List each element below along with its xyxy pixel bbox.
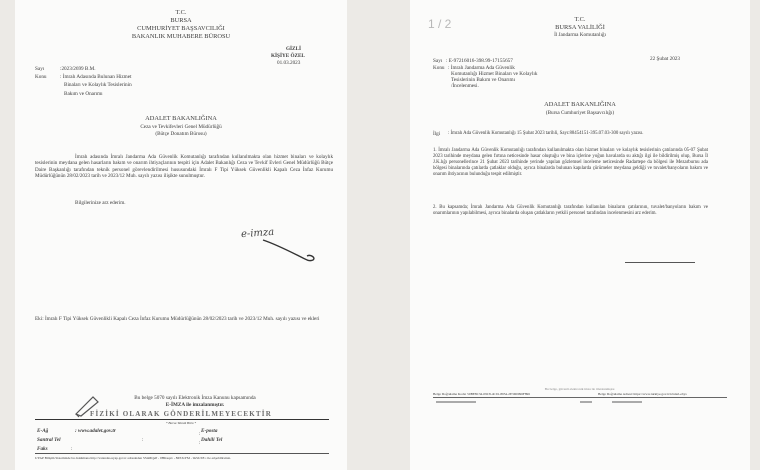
header-unit: İl Jandarma Komutanlığı (554, 32, 606, 38)
footer-eag-value: : www.adalet.gov.tr (75, 428, 116, 434)
footer-dahili-label: Dahili Tel (201, 437, 223, 443)
eimza-line-1: Bu belge 5070 sayılı Elektronik İmza Kanunu kapsamında (134, 395, 256, 401)
sayi-value: : E-97216016-398.99-17155657 (446, 58, 513, 64)
addressee-paren: (Bursa Cumhuriyet Başsavcılığı) (545, 110, 615, 116)
signature-line (625, 262, 695, 263)
footer-faks-value: : (71, 446, 73, 452)
classification-scope: KİŞİYE ÖZEL (271, 53, 305, 59)
addressee-paren: (Bütçe Donatım Bürosu) (155, 131, 207, 137)
konu-line-1: : İmralı Adasında Bulunan Hizmet (60, 74, 132, 80)
signature-text: e-imza (240, 226, 275, 241)
attachment-note: Eki: İmralı F Tipi Yüksek Güvenlikli Kapalı Ceza İnfaz Kurumu Müdürlüğünün 28/02/2023 tarih ve 2023/12 Muh. sayılı yazısı ve ekleri (35, 316, 320, 322)
konu-line-2: Binaları ve Kolaylık Tesislerinin (64, 82, 132, 88)
footer-rule (433, 397, 727, 398)
header-tc: T.C. (574, 16, 586, 23)
konu-line-1: : İmralı Jandarma Ada Güvenlik (448, 65, 515, 71)
footer-dahili-value: : (199, 440, 201, 446)
konu-line-3: Bakım ve Onarımı (64, 91, 103, 97)
footer-verify-addr: Belge Doğrulama Adresi: https://www.turkiye.gov.tr/icisleri-ebys (598, 392, 687, 396)
addressee-sub: Ceza ve Tevkifevleri Genel Müdürlüğü (140, 124, 222, 130)
header-office: CUMHURİYET BAŞSAVCILIĞI (137, 25, 225, 32)
footer-verify: UYAP Bilişim Sisteminde bu dokümana http://vatandas.uyap.gov.tr adresinden SSnMQeP - 0HKuqsv - 8PZ3sYM - 9uSUZE= ile erişebilirsiniz. (35, 456, 231, 460)
closing-line: Bilgilerinize arz ederim. (75, 200, 126, 206)
footer-eag-label: E-Ağ (37, 428, 49, 434)
footer-eposta-label: E-posta (201, 428, 218, 434)
footer-santral-value: : (142, 437, 144, 443)
stamp-sub: * Bursa Teknik Büro * (165, 421, 197, 425)
document-date: 01.03.2023 (277, 60, 301, 66)
header-office: BURSA VALİLİĞİ (555, 24, 605, 31)
eimza-line-2: E-İMZA ile imzalanmıştır. (165, 402, 225, 408)
konu-line-4: /İncelenmesi. (451, 83, 479, 89)
body-paragraph: İmralı adasında İmralı Jandarma Ada Güvenlik Komutanlığı tarafından kullanılmakta olan hizmet binaları ve kolaylık tesislerinin meydana gelen hasarların bakım ve onarım ihtiyaçlarının tespiti için Adalet Bakanlığı Ceza ve Tevkif Evleri Genel Müdürlüğü Bütçe Daire Başkanlığı tarafından teknik personel görevlendirilmesi hususundaki İmralı F Tipi Yüksek Güvenlikli Kapalı Ceza İnfaz Kurumu Müdürlüğünün 28/02/2023 tarih ve 2023/12 Muh. sayılı yazısı ilişikte sunulmuştur. (35, 154, 333, 180)
konu-label: Konu (433, 65, 445, 71)
konu-line-3: Tesislerinin Bakım ve Onarımı (451, 77, 516, 83)
paragraph-1: 1. İmralı Jandarma Ada Güvenlik Komutanlığı tarafından kullanılmakta olan hizmet binaları ve kolaylık tesislerinin çatılarında 05-07 Şubat 2023 tarihinde meydana gelen fırtına neticesinde hasar oluştuğu ve bina içlerine yoğun havalarda su aktığı ilgi ile bildirilmiş olup, Bursa İl J.K.lığı personellerince 21 Şubat 2023 tarihinde yerinde yapılan gözlemsel inceleme neticesinde Radartepe da bölgesi ile Mezarburnu ada bölgesi binalarında çatılarda çatlaklar olduğu, ayrıca binalarda bulunan kapılarda çürümeler meydana geldiği ve tuvalet/banyoların bakım ve onarım ihtiyacının bulunduğu tespit edilmiştir. (433, 148, 708, 177)
footer-faks-label: Faks (37, 446, 48, 452)
footer-verify-code: Belge Doğrulama Kodu: 50BE8C34-09C8-4C91-8954-2E3D0096F896 (433, 392, 530, 396)
classification-level: GİZLİ (286, 46, 301, 52)
footer-redacted-3 (612, 401, 642, 403)
footer-note: Bu belge, güvenli elektronik imza ile imzalanmıştır. (544, 387, 616, 391)
document-date: 22 Şubat 2023 (650, 56, 680, 62)
konu-line-2: Komutanlığı Hizmet Binaları ve Kolaylık (451, 71, 538, 77)
header-bureau: BAKANLIK MUHABERE BÜROSU (131, 33, 231, 40)
footer-redacted-1 (436, 401, 476, 403)
footer-eposta-value: : (199, 431, 201, 437)
physical-stamp: FİZİKİ OLARAK GÖNDERİLMEYECEKTİR (90, 410, 272, 418)
left-document-page (15, 0, 347, 470)
header-city: BURSA (170, 17, 192, 24)
footer-santral-label: Santral Tel (37, 437, 61, 443)
ilgi-text: : İmralı Ada Güvenlik Komutanlığı 15 Şubat 2023 tarihli, Sayı:88454151-395.07.03-300 sayılı yazısı. (448, 131, 644, 136)
sayi-label: Sayı (433, 58, 443, 64)
addressee-title: ADALET BAKANLIĞINA (145, 115, 217, 122)
signature-stroke-icon (261, 234, 321, 264)
sayi-value: :2023/2699 B.M. (60, 66, 96, 72)
header-tc: T.C. (175, 9, 187, 16)
ilgi-label: İlgi (433, 131, 441, 137)
konu-label: Konu (35, 74, 47, 80)
footer-redacted-2 (580, 401, 592, 403)
right-document-page (410, 0, 750, 470)
page-indicator: 1 / 2 (428, 17, 452, 31)
paragraph-2: 2. Bu kapsamda; İmralı Jandarma Ada Güvenlik Komutanlığı tarafından kullanılan binaların çatılarının, tuvalet/banyoların bakım ve onarımlarının yapılabilmesi, ayrıca binalarda oluşan çatlakların yetkili personel tarafından incelenmesini arz ederim. (433, 205, 708, 216)
footer-rule-2 (35, 453, 329, 454)
sayi-label: Sayı (35, 66, 45, 72)
addressee-title: ADALET BAKANLIĞINA (544, 101, 616, 108)
footer-rule (35, 419, 329, 420)
